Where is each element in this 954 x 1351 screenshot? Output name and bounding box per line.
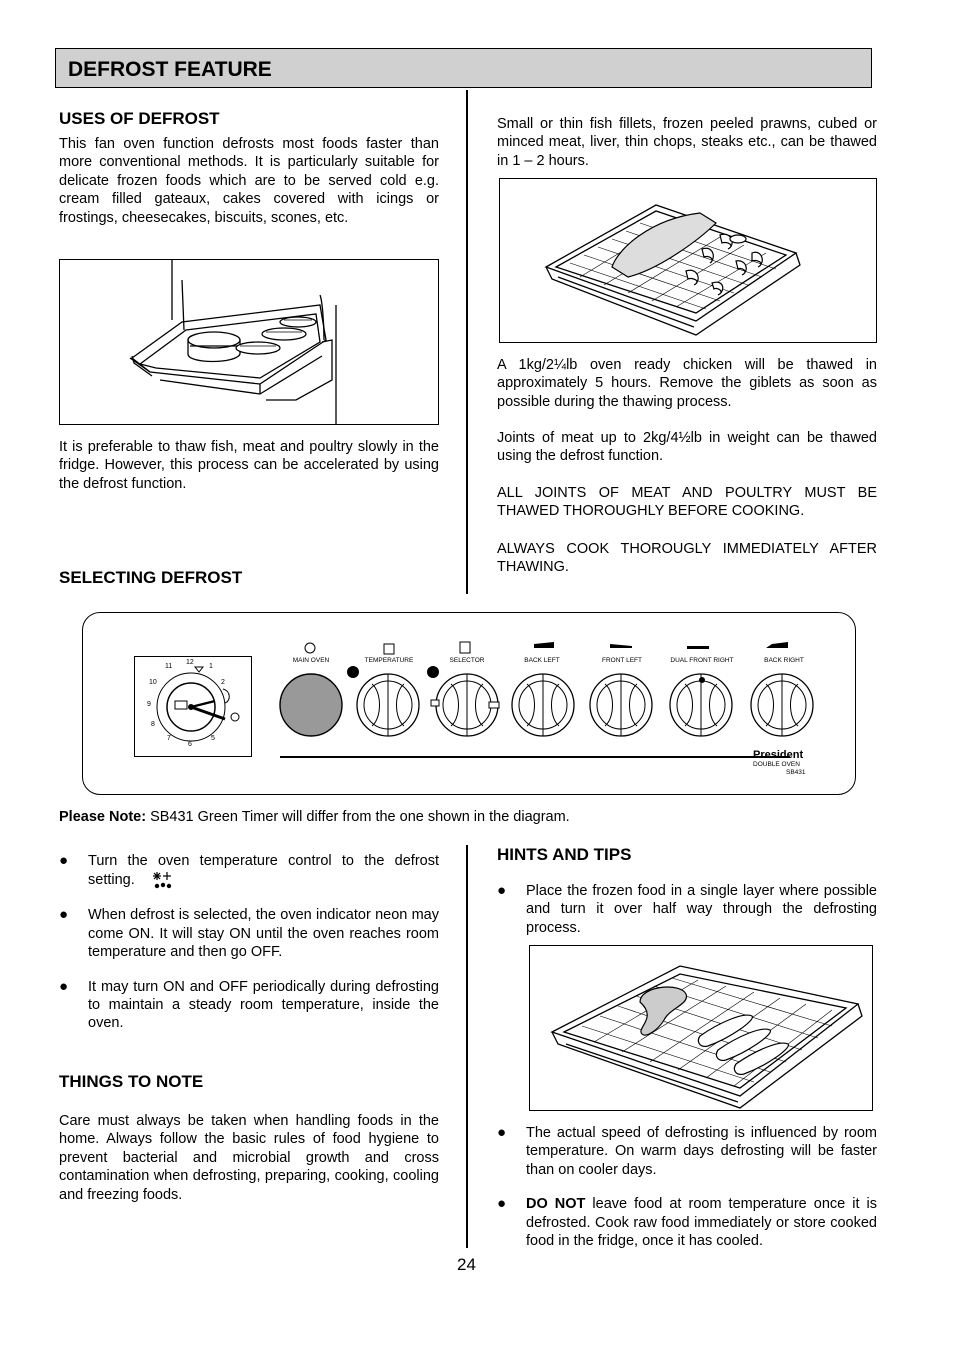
thaw-chicken-text: A 1kg/2¼lb oven ready chicken will be thawed in approximately 5 hours. Remove the giblets as soon as possible during the thawing process. [497, 357, 877, 410]
oven-shelf-drawing [60, 260, 438, 424]
clock-number-12: 12 [186, 659, 194, 666]
things-text: Care must always be taken when handling foods in the home. Always follow the basic rules of food hygiene to prevent bacterial and microbial growth and cross contamination when defrosting, preparing, cooking, cooling and freezing foods. [59, 1113, 439, 1203]
things-heading: THINGS TO NOTE [59, 1072, 204, 1091]
list-item: ● Place the frozen food in a single layer where possible and turn it over half way through the defrosting process. [497, 882, 877, 936]
list-item: ● It may turn ON and OFF periodically during defrosting to maintain a steady room temperature, inside the oven. [59, 977, 439, 1032]
defrost-steps-list [59, 852, 439, 1049]
label-dual-front-right: DUAL FRONT RIGHT [670, 657, 734, 664]
cook-warning-text: ALWAYS COOK THOROUGLY IMMEDIATELY AFTER THAWING. [497, 541, 877, 576]
hints-heading: HINTS AND TIPS [497, 845, 632, 864]
clock-number-9: 9 [147, 701, 151, 708]
hints-list-2 [497, 1124, 877, 1266]
label-main-oven: MAIN OVEN [292, 657, 330, 664]
label-front-left: FRONT LEFT [602, 657, 642, 664]
clock-number-1: 1 [209, 663, 213, 670]
clock-number-5: 5 [211, 735, 215, 742]
clock-number-11: 11 [165, 663, 173, 670]
clock-number-7: 7 [167, 735, 171, 742]
list-item: ● DO NOT leave food at room temperature once it is defrosted. Cook raw food immediately or store cooked food in the fridge, once it has cooled. [497, 1195, 877, 1250]
list-item: ● The actual speed of defrosting is influenced by room temperature. On warm days defrosting will be faster than on cooler days. [497, 1124, 877, 1178]
clock-number-8: 8 [151, 721, 155, 728]
section-header [55, 48, 872, 88]
brand-logo: President [753, 749, 804, 761]
model-line: DOUBLE OVEN [753, 761, 800, 768]
thaw-small-fish-text: Small or thin fish fillets, frozen peeled prawns, cubed or minced meat, liver, thin chops, steaks etc., can be thawed in 1 – 2 hours. [497, 116, 877, 169]
list-item: ● When defrost is selected, the oven indicator neon may come ON. It will stay ON until the oven reaches room temperature and then go OFF. [59, 906, 439, 961]
thaw-warning-text: ALL JOINTS OF MEAT AND POULTRY MUST BE THAWED THOROUGHLY BEFORE COOKING. [497, 485, 877, 520]
page-number: 24 [457, 1255, 476, 1274]
control-panel-illustration [82, 612, 856, 795]
clock-number-2: 2 [221, 679, 225, 686]
list-item: ● Turn the oven temperature control to the defrost setting. [59, 852, 439, 889]
label-back-left: BACK LEFT [524, 657, 560, 664]
selecting-heading: SELECTING DEFROST [59, 568, 243, 587]
oven-shelf-illustration [59, 259, 439, 425]
label-back-right: BACK RIGHT [764, 657, 804, 664]
clock-number-10: 10 [149, 679, 157, 686]
uses-text-2: It is preferable to thaw fish, meat and poultry slowly in the fridge. However, this process can be accelerated by using the defrost function. [59, 439, 439, 492]
column-divider-top [466, 90, 468, 594]
grill-pan-meat-drawing [530, 946, 872, 1110]
grill-pan-meat-illustration [529, 945, 873, 1111]
please-note-text: SB431 Green Timer will differ from the one shown in the diagram. [146, 809, 570, 825]
thaw-joints-text: Joints of meat up to 2kg/4½lb in weight can be thawed using the defrost function. [497, 430, 877, 465]
label-selector: SELECTOR [449, 657, 485, 664]
page-title: DEFROST FEATURE [68, 58, 272, 81]
model-number: SB431 [786, 769, 806, 776]
grill-pan-fish-drawing [500, 179, 876, 342]
label-temperature: TEMPERATURE [364, 657, 414, 664]
hints-list-1 [497, 882, 877, 953]
clock-number-6: 6 [188, 741, 192, 748]
please-note-label: Please Note: [59, 809, 147, 825]
uses-text: This fan oven function defrosts most foods faster than more conventional methods. It is particularly suitable for delicate frozen foods which are to be served cold e.g. cream filled gateaux, cakes covered with icings or frostings, cheesecakes, biscuits, scones, etc. [59, 136, 439, 226]
defrost-symbol-icon [151, 870, 177, 890]
grill-pan-fish-illustration [499, 178, 877, 343]
uses-heading: USES OF DEFROST [59, 109, 220, 128]
column-divider-bottom [466, 845, 468, 1248]
please-note [59, 808, 879, 826]
control-knobs-drawing [82, 612, 856, 795]
